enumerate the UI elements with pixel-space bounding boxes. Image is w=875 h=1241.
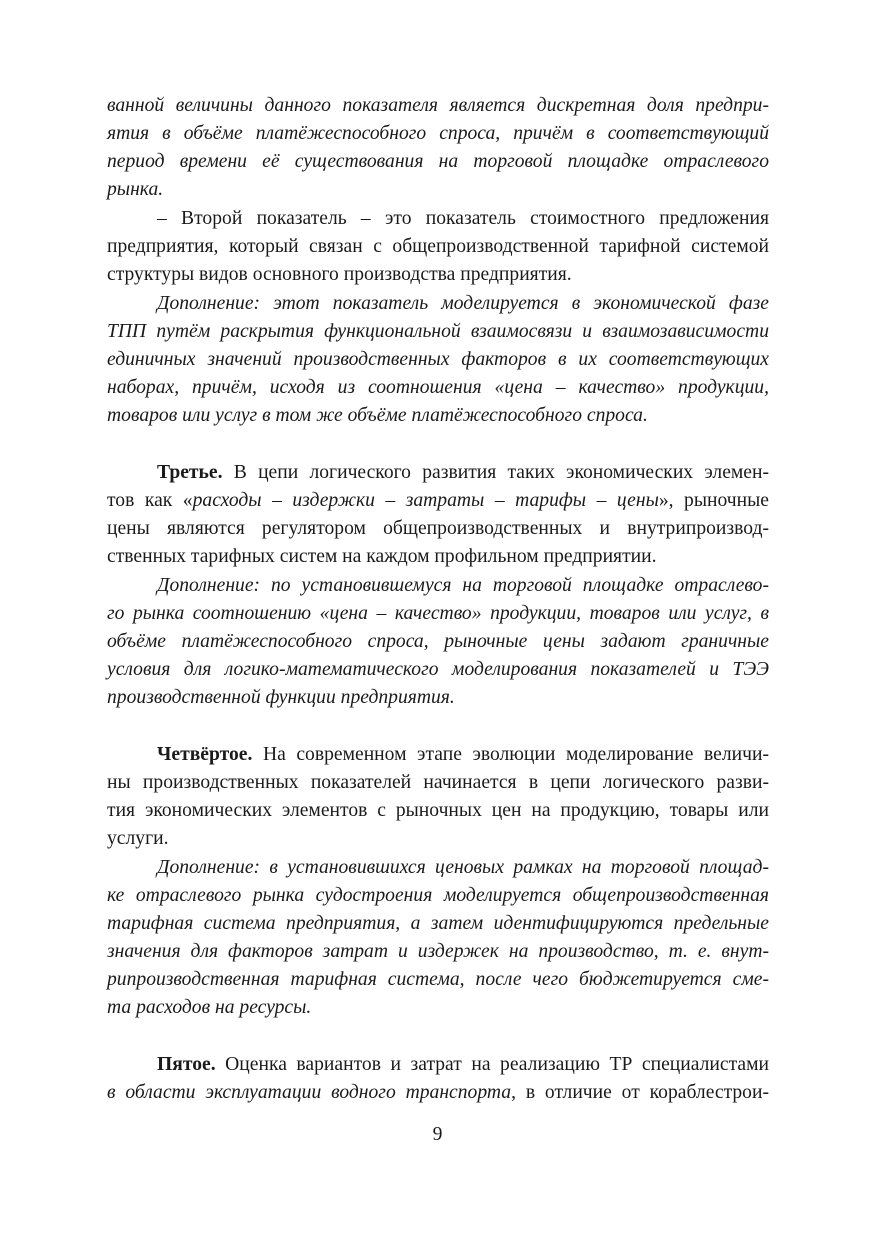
p1-line-1: ванной величины данного показателя является дискретная доля предпри- <box>107 95 769 116</box>
p8-line-2-b: , в отличие от кораблестрои- <box>511 1082 769 1103</box>
page-number: 9 <box>432 1124 443 1145</box>
p5-line-5: производственной функции предприятия. <box>107 687 455 708</box>
p6-lead: Четвёртое. <box>157 744 253 765</box>
p5-line-1: Дополнение: по установившемуся на торговой площадке отраслево- <box>157 575 769 596</box>
p4-line-2 <box>107 487 769 515</box>
p5-line-4: условия для логико-математического моделирования показателей и ТЭЭ <box>107 659 769 680</box>
p4-line-2-chain: расходы – издержки – затраты – тарифы – цены <box>192 490 659 511</box>
p3-line-1: Дополнение: этот показатель моделируется в экономической фазе <box>157 293 769 314</box>
p3-line-3: единичных значений производственных факторов в их соответствующих <box>107 349 769 370</box>
p5-line-3: объёме платёжеспособного спроса, рыночные цены задают граничные <box>107 631 769 652</box>
p2-line-3: структуры видов основного производства предприятия. <box>107 264 572 285</box>
p3-line-4: наборах, причём, исходя из соотношения «цена – качество» продукции, <box>107 377 769 398</box>
p7-line-1: Дополнение: в установившихся ценовых рамках на торговой площад- <box>157 857 769 878</box>
p6-line-4: услуги. <box>107 828 169 849</box>
p7-line-2: ке отраслевого рынка судостроения моделируется общепроизводственная <box>107 885 769 906</box>
p7-line-6: та расходов на ресурсы. <box>107 997 312 1018</box>
p8-line-2 <box>107 1079 769 1107</box>
p8-line-2-a: в области эксплуатации водного транспорта <box>107 1082 512 1103</box>
p4-line-2-c: », рыночные <box>658 490 769 511</box>
p4-line-1-text: В цепи логического развития таких экономических элемен- <box>222 462 769 483</box>
p8-line-1-text: Оценка вариантов и затрат на реализацию ТР специалистами <box>215 1054 769 1075</box>
p4-lead: Третье. <box>157 462 223 483</box>
p8-lead: Пятое. <box>157 1054 216 1075</box>
p6-line-2: ны производственных показателей начинается в цепи логического разви- <box>107 772 769 793</box>
p4-line-1 <box>157 459 769 487</box>
p3-line-2: ТПП путём раскрытия функциональной взаимосвязи и взаимозависимости <box>107 321 769 342</box>
p8-line-1 <box>157 1051 769 1079</box>
p1-line-3: период времени её существования на торговой площадке отраслевого <box>107 151 769 172</box>
p4-line-3: цены являются регулятором общепроизводственных и внутрипроизвод- <box>107 518 769 539</box>
p6-line-3: тия экономических элементов с рыночных цен на продукцию, товары или <box>107 800 769 821</box>
p3-line-5: товаров или услуг в том же объёме платёжеспособного спроса. <box>107 405 648 426</box>
p2-line-2: предприятия, который связан с общепроизводственной тарифной системой <box>107 236 769 257</box>
p6-line-1-text: На современном этапе эволюции моделирование величи- <box>252 744 769 765</box>
p7-line-4: значения для факторов затрат и издержек на производство, т. е. внут- <box>107 941 769 962</box>
p4-line-2-a: тов как « <box>107 490 193 511</box>
p6-line-1 <box>157 741 769 769</box>
p7-line-3: тарифная система предприятия, а затем идентифицируются предельные <box>107 913 769 934</box>
p2-line-1: – Второй показатель – это показатель стоимостного предложения <box>157 208 769 229</box>
p1-line-4: рынка. <box>107 179 164 200</box>
p1-line-2: ятия в объёме платёжеспособного спроса, причём в соответствующий <box>107 123 769 144</box>
p7-line-5: рипроизводственная тарифная система, после чего бюджетируется сме- <box>107 969 769 990</box>
p5-line-2: го рынка соотношению «цена – качество» продукции, товаров или услуг, в <box>107 603 769 624</box>
p4-line-4: ственных тарифных систем на каждом профильном предприятии. <box>107 546 657 567</box>
